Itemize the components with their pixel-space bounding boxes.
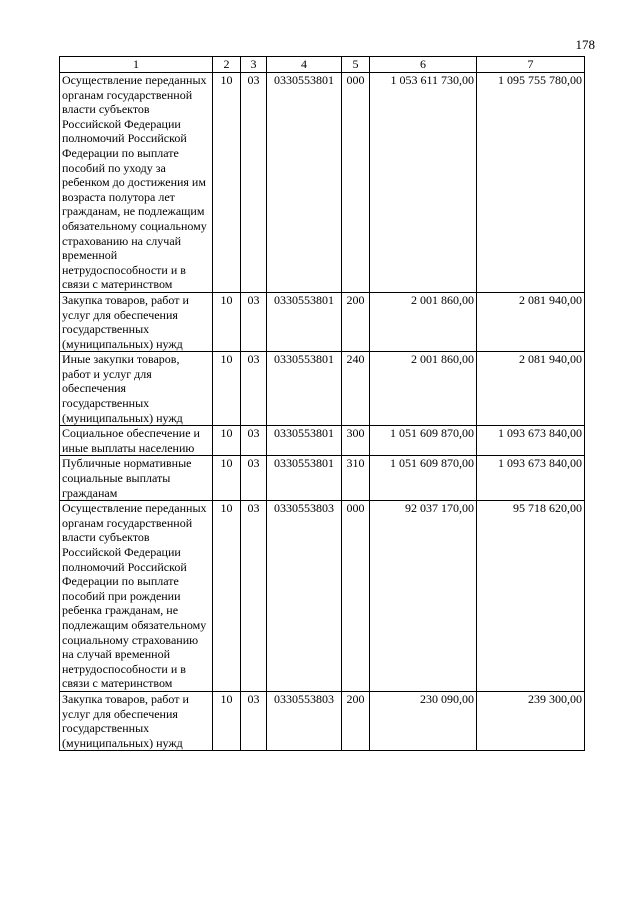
item-name: Публичные нормативные социальные выплаты гражданам [60, 456, 213, 501]
subsection-code: 03 [241, 352, 267, 426]
section-code: 10 [213, 501, 241, 692]
budget-table [59, 56, 585, 751]
table-row [60, 691, 585, 750]
target-article-code: 0330553801 [267, 456, 342, 501]
expense-type-code: 300 [342, 426, 370, 456]
table-row [60, 501, 585, 692]
table-row [60, 73, 585, 293]
item-name: Закупка товаров, работ и услуг для обеспечения государственных (муниципальных) нужд [60, 691, 213, 750]
expense-type-code: 200 [342, 292, 370, 351]
target-article-code: 0330553801 [267, 73, 342, 293]
column-header: 5 [342, 57, 370, 73]
expense-type-code: 000 [342, 501, 370, 692]
subsection-code: 03 [241, 691, 267, 750]
amount-year-1: 1 051 609 870,00 [370, 426, 477, 456]
amount-year-1: 1 051 609 870,00 [370, 456, 477, 501]
target-article-code: 0330553803 [267, 501, 342, 692]
amount-year-2: 1 093 673 840,00 [477, 426, 585, 456]
section-code: 10 [213, 352, 241, 426]
expense-type-code: 240 [342, 352, 370, 426]
page-number: 178 [575, 37, 595, 52]
column-header: 4 [267, 57, 342, 73]
expense-type-code: 000 [342, 73, 370, 293]
expense-type-code: 200 [342, 691, 370, 750]
subsection-code: 03 [241, 73, 267, 293]
section-code: 10 [213, 426, 241, 456]
target-article-code: 0330553801 [267, 426, 342, 456]
table-row [60, 352, 585, 426]
item-name: Осуществление переданных органам государственной власти субъектов Российской Федерации полномочий Российской Федерации по выплате пособий при рождении ребенка гражданам, не подлежащим обязательному социальному страхованию на случай временной нетрудоспособности и в связи с материнством [60, 501, 213, 692]
section-code: 10 [213, 691, 241, 750]
item-name: Осуществление переданных органам государственной власти субъектов Российской Федерации полномочий Российской Федерации по выплате пособий по уходу за ребенком до достижения им возраста полутора лет гражданам, не подлежащим обязательному социальному страхованию на случай временной нетрудоспособности и в связи с материнством [60, 73, 213, 293]
subsection-code: 03 [241, 456, 267, 501]
amount-year-2: 1 093 673 840,00 [477, 456, 585, 501]
table-row [60, 456, 585, 501]
table-row [60, 426, 585, 456]
column-header: 3 [241, 57, 267, 73]
column-header: 6 [370, 57, 477, 73]
amount-year-1: 2 001 860,00 [370, 352, 477, 426]
header-row [60, 57, 585, 73]
target-article-code: 0330553801 [267, 352, 342, 426]
amount-year-1: 1 053 611 730,00 [370, 73, 477, 293]
target-article-code: 0330553801 [267, 292, 342, 351]
item-name: Социальное обеспечение и иные выплаты населению [60, 426, 213, 456]
item-name: Иные закупки товаров, работ и услуг для обеспечения государственных (муниципальных) нужд [60, 352, 213, 426]
amount-year-1: 230 090,00 [370, 691, 477, 750]
amount-year-2: 1 095 755 780,00 [477, 73, 585, 293]
amount-year-1: 92 037 170,00 [370, 501, 477, 692]
section-code: 10 [213, 292, 241, 351]
target-article-code: 0330553803 [267, 691, 342, 750]
item-name: Закупка товаров, работ и услуг для обеспечения государственных (муниципальных) нужд [60, 292, 213, 351]
expense-type-code: 310 [342, 456, 370, 501]
amount-year-1: 2 001 860,00 [370, 292, 477, 351]
column-header: 1 [60, 57, 213, 73]
column-header: 7 [477, 57, 585, 73]
amount-year-2: 2 081 940,00 [477, 292, 585, 351]
column-header: 2 [213, 57, 241, 73]
amount-year-2: 2 081 940,00 [477, 352, 585, 426]
table-row [60, 292, 585, 351]
amount-year-2: 239 300,00 [477, 691, 585, 750]
section-code: 10 [213, 456, 241, 501]
subsection-code: 03 [241, 501, 267, 692]
amount-year-2: 95 718 620,00 [477, 501, 585, 692]
section-code: 10 [213, 73, 241, 293]
subsection-code: 03 [241, 292, 267, 351]
subsection-code: 03 [241, 426, 267, 456]
